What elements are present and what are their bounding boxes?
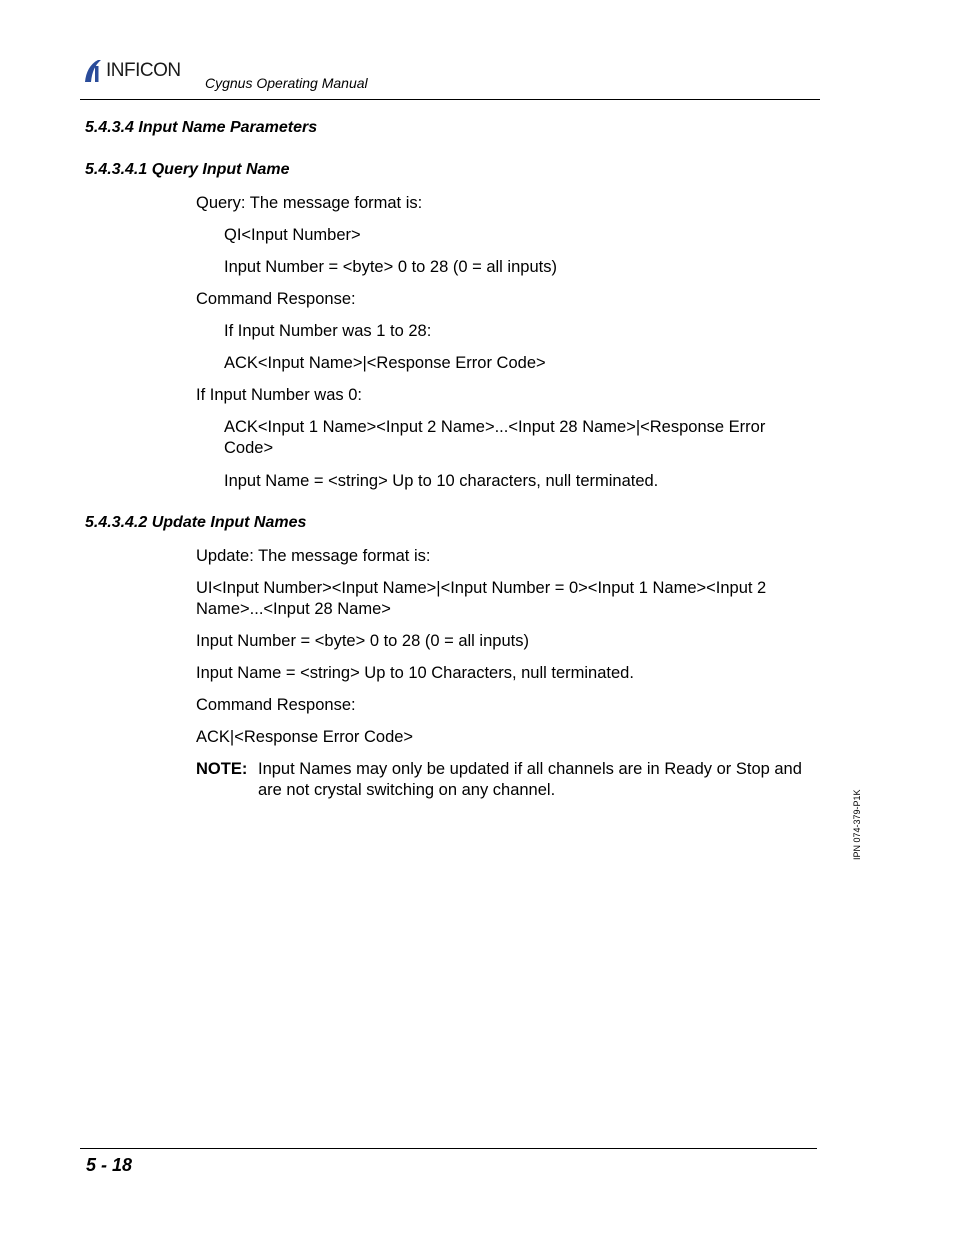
query-format: QI<Input Number> [224,226,361,244]
logo-wordmark: INFICON [106,60,181,81]
if-input-0: If Input Number was 0: [196,386,362,404]
input-name-definition: Input Name = <string> Up to 10 characters, null terminated. [224,472,659,490]
query-label: Query: The message format is: [196,194,423,212]
ack-response-1-to-28: ACK<Input Name>|<Response Error Code> [224,354,546,372]
command-response-label: Command Response: [196,290,356,308]
footer-rule [80,1148,817,1149]
section-heading-input-name-parameters: 5.4.3.4 Input Name Parameters [85,119,318,136]
update-command-response-label: Command Response: [196,696,356,714]
section-heading-update-input-names: 5.4.3.4.2 Update Input Names [85,514,307,531]
ack-response-0: ACK<Input 1 Name><Input 2 Name>...<Input 28 Name>|<Response Error Code> [224,418,766,457]
inficon-logo-icon [82,58,106,84]
update-input-number-definition: Input Number = <byte> 0 to 28 (0 = all inputs) [196,632,529,650]
update-label: Update: The message format is: [196,547,431,565]
page-number: 5 - 18 [86,1155,133,1175]
if-input-1-to-28: If Input Number was 1 to 28: [224,322,432,340]
ipn-code: IPN 074-379-P1K [852,789,862,860]
section-heading-query-input-name: 5.4.3.4.1 Query Input Name [85,161,290,178]
update-ack-response: ACK|<Response Error Code> [196,728,414,746]
update-format: UI<Input Number><Input Name>|<Input Number = 0><Input 1 Name><Input 2 Name>...<Input 28 Name> [196,579,767,618]
note-label: NOTE: [196,760,248,778]
inficon-logo [82,58,202,84]
update-input-name-definition: Input Name = <string> Up to 10 Characters, null terminated. [196,664,634,682]
manual-title: Cygnus Operating Manual [205,75,368,91]
header-rule [80,99,820,100]
note-text: Input Names may only be updated if all channels are in Ready or Stop and are not crystal switching on any channel. [258,760,802,799]
input-number-definition: Input Number = <byte> 0 to 28 (0 = all inputs) [224,258,557,276]
